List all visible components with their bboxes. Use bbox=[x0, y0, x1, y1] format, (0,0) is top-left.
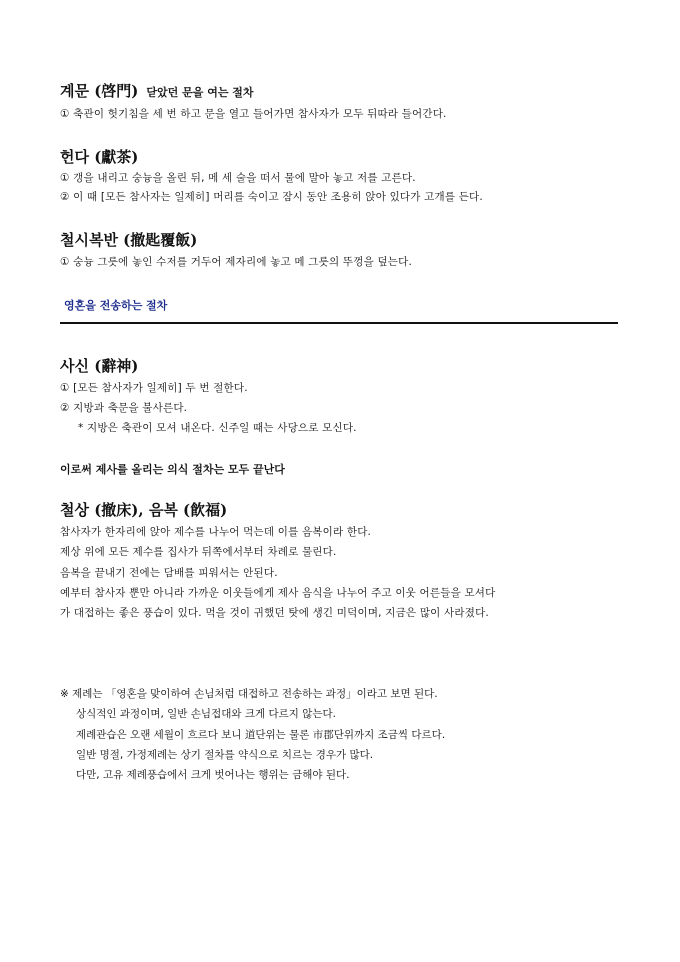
gyemun-subtitle: 닫았던 문을 여는 절차 bbox=[146, 86, 254, 99]
gyemun-title: 계문 (啓門) bbox=[60, 82, 139, 100]
note-line-1: ※ 제례는 「영혼을 맞이하여 손님처럼 대접하고 전송하는 과정」이라고 보면 된다. bbox=[60, 688, 438, 700]
heonda-line-1: ① 갱을 내리고 숭늉을 올린 뒤, 메 세 술을 떠서 물에 말아 놓고 저를 고른다. bbox=[60, 172, 416, 184]
note-line-4: 일반 명절, 가정제례는 상기 절차를 약식으로 치르는 경우가 많다. bbox=[76, 749, 374, 761]
section-title-sasin: 사신 (辭神) bbox=[60, 357, 139, 375]
note-line-2: 상식적인 과정이며, 일반 손님접대와 크게 다르지 않는다. bbox=[76, 708, 336, 720]
section-title-heonda: 헌다 (獻茶) bbox=[60, 148, 139, 166]
note-line-3: 제례관습은 오랜 세월이 흐르다 보니 道단위는 물론 市郡단위까지 조금씩 다르다. bbox=[76, 729, 446, 741]
cheolsang-line-4: 예부터 참사자 뿐만 아니라 가까운 이웃들에게 제사 음식을 나누어 주고 이웃 어른들을 모셔다 bbox=[60, 587, 496, 599]
cheolsang-line-3: 음복을 끝내기 전에는 담배를 피워서는 안된다. bbox=[60, 567, 278, 579]
section-title-cheolsang: 철상 (撤床), 음복 (飮福) bbox=[60, 501, 228, 519]
farewell-heading: 영혼을 전송하는 절차 bbox=[64, 299, 168, 312]
cheolsang-line-1: 참사자가 한자리에 앉아 제수를 나누어 먹는데 이를 음복이라 한다. bbox=[60, 526, 372, 538]
cheolsang-line-2: 제상 위에 모든 제수를 집사가 뒤쪽에서부터 차례로 물린다. bbox=[60, 546, 337, 558]
section-title-gyemun bbox=[60, 80, 254, 101]
sasin-line-2: ② 지방과 축문을 불사른다. bbox=[60, 402, 188, 414]
heonda-line-2: ② 이 때 [모든 참사자는 일제히] 머리를 숙이고 잠시 동안 조용히 앉아 있다가 고개를 든다. bbox=[60, 191, 483, 203]
cheolsang-line-5: 가 대접하는 좋은 풍습이 있다. 먹을 것이 귀했던 탓에 생긴 미덕이며, 지금은 많이 사라졌다. bbox=[60, 607, 489, 619]
cheolsi-line-1: ① 숭늉 그릇에 놓인 수저를 거두어 제자리에 놓고 메 그릇의 뚜껑을 덮는다. bbox=[60, 256, 413, 268]
divider-rule bbox=[60, 322, 618, 324]
sasin-note: * 지방은 축관이 모셔 내온다. 신주일 때는 사당으로 모신다. bbox=[78, 422, 357, 434]
gyemun-line-1: ① 축관이 헛기침을 세 번 하고 문을 열고 들어가면 참사자가 모두 뒤따라 들어간다. bbox=[60, 108, 447, 120]
section-title-cheolsi: 철시복반 (撤匙覆飯) bbox=[60, 231, 198, 249]
sasin-line-1: ① [모든 참사자가 일제히] 두 번 절한다. bbox=[60, 382, 248, 394]
end-statement: 이로써 제사를 올리는 의식 절차는 모두 끝난다 bbox=[60, 463, 285, 476]
note-line-5: 다만, 고유 제례풍습에서 크게 벗어나는 행위는 금해야 된다. bbox=[76, 769, 350, 781]
